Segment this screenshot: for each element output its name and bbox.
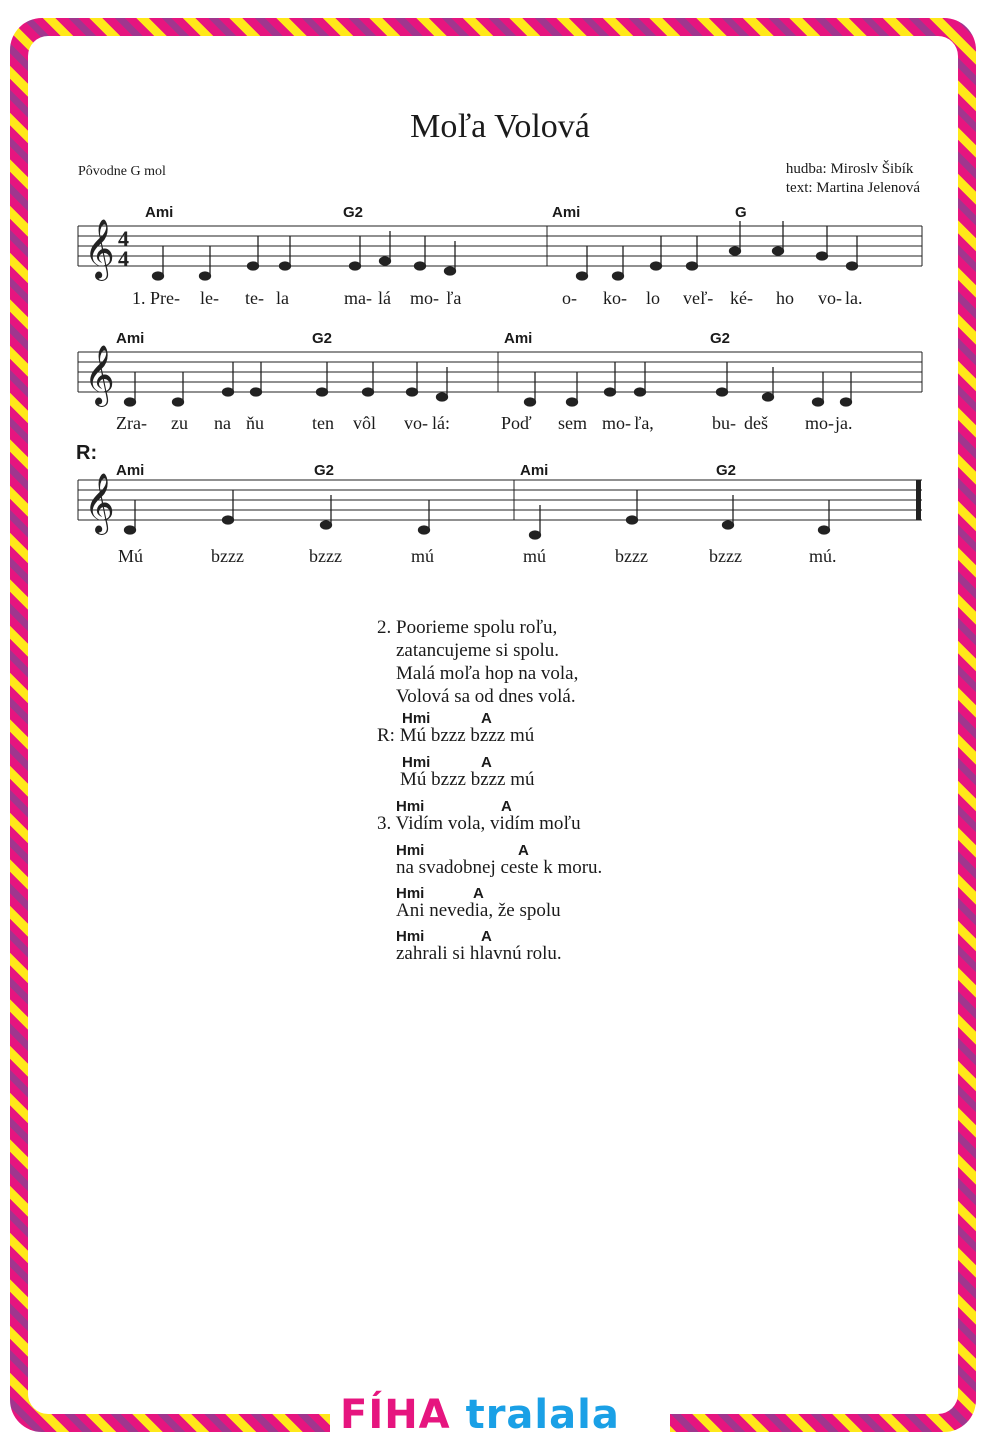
lyric: veľ- (683, 288, 714, 308)
verse-line: Malá moľa hop na vola, (396, 663, 579, 684)
lyric: mo- (602, 413, 631, 433)
lyric: ja. (835, 413, 853, 433)
lyric: mo- (410, 288, 439, 308)
lyric: mo- (805, 413, 834, 433)
chord: Hmi (396, 842, 425, 859)
lyric: mú (411, 546, 435, 566)
lyric: ľa (446, 288, 462, 308)
lyric: Poď (501, 413, 532, 433)
refrain-label: R: (76, 442, 98, 464)
lyric: ko- (603, 288, 627, 308)
fiha-tralala-logo (340, 1392, 620, 1438)
lyric: deš (744, 413, 768, 433)
lyric: le- (200, 288, 219, 308)
chord: Ami (504, 330, 533, 347)
svg-text:𝄞: 𝄞 (84, 473, 115, 533)
chord: A (473, 885, 484, 902)
text-credit: text: Martina Jelenová (785, 180, 920, 196)
lyric: ma- (344, 288, 372, 308)
verse-2 (377, 616, 578, 708)
original-key: Pôvodne G mol (78, 164, 166, 179)
lyric: Zra- (116, 413, 147, 433)
lyric: vo- (404, 413, 428, 433)
lyric: lá (378, 288, 391, 308)
verse-line: zahrali si hlavnú rolu. (396, 943, 562, 964)
logo-part-1: FÍHA (340, 1392, 451, 1438)
lyric: lá: (432, 413, 450, 433)
chord: Hmi (396, 885, 425, 902)
song-title: Moľa Volová (410, 108, 590, 145)
svg-text:𝄞: 𝄞 (84, 219, 115, 279)
svg-text:4: 4 (118, 226, 129, 251)
chorus-line: R: Mú bzzz bzzz mú (377, 725, 535, 746)
chord: G (735, 204, 747, 221)
lyric: Mú (118, 546, 144, 566)
verse-line: Ani nevedia, že spolu (396, 900, 561, 921)
lyric: 1. Pre- (132, 288, 180, 308)
lyric: bzzz (309, 546, 342, 566)
svg-text:4: 4 (118, 246, 129, 271)
lyric: te- (245, 288, 264, 308)
lyric: bzzz (615, 546, 648, 566)
lyric: sem (558, 413, 587, 433)
lyric: ho (776, 288, 794, 308)
lyric: na (214, 413, 231, 433)
verse-line: Volová sa od dnes volá. (396, 686, 576, 707)
svg-text:𝄞: 𝄞 (84, 345, 115, 405)
chord: A (481, 928, 492, 945)
chord: Hmi (396, 928, 425, 945)
lyric: bu- (712, 413, 736, 433)
lyric: mú. (809, 546, 837, 566)
lyric: ňu (246, 413, 264, 433)
music-credit: hudba: Miroslv Šibík (785, 161, 914, 177)
lyric: vôl (353, 413, 377, 433)
chord: Ami (116, 330, 145, 347)
lyric: vo- (818, 288, 842, 308)
logo-part-2: tralala (465, 1392, 620, 1438)
chord: G2 (314, 462, 335, 479)
lyric: o- (562, 288, 577, 308)
chord: A (481, 710, 492, 727)
chord: Ami (552, 204, 581, 221)
verse-line: na svadobnej ceste k moru. (396, 857, 603, 878)
lyric: la. (845, 288, 863, 308)
chord: G2 (343, 204, 364, 221)
chorus-line: Mú bzzz bzzz mú (400, 769, 535, 790)
chord: Ami (520, 462, 549, 479)
verse-line: 3. Vidím vola, vidím moľu (377, 813, 581, 834)
chord: A (481, 754, 492, 771)
lyric: ké- (730, 288, 753, 308)
verse-line: 2. Poorieme spolu roľu, (377, 617, 558, 638)
lyric: mú (523, 546, 547, 566)
chord: Hmi (396, 798, 425, 815)
chord: A (501, 798, 512, 815)
lyric: bzzz (211, 546, 244, 566)
lyric: ten (312, 413, 334, 433)
chord: G2 (312, 330, 333, 347)
lyric: la (276, 288, 289, 308)
chord: A (518, 842, 529, 859)
chord: Hmi (402, 710, 431, 727)
lyric: bzzz (709, 546, 742, 566)
chord: G2 (710, 330, 731, 347)
chord: Ami (116, 462, 145, 479)
lyric: ľa, (634, 413, 654, 433)
verse-line: zatancujeme si spolu. (396, 640, 560, 661)
chord: G2 (716, 462, 737, 479)
chord: Ami (145, 204, 174, 221)
chord: Hmi (402, 754, 431, 771)
lyric: lo (646, 288, 661, 308)
lyric: zu (171, 413, 188, 433)
